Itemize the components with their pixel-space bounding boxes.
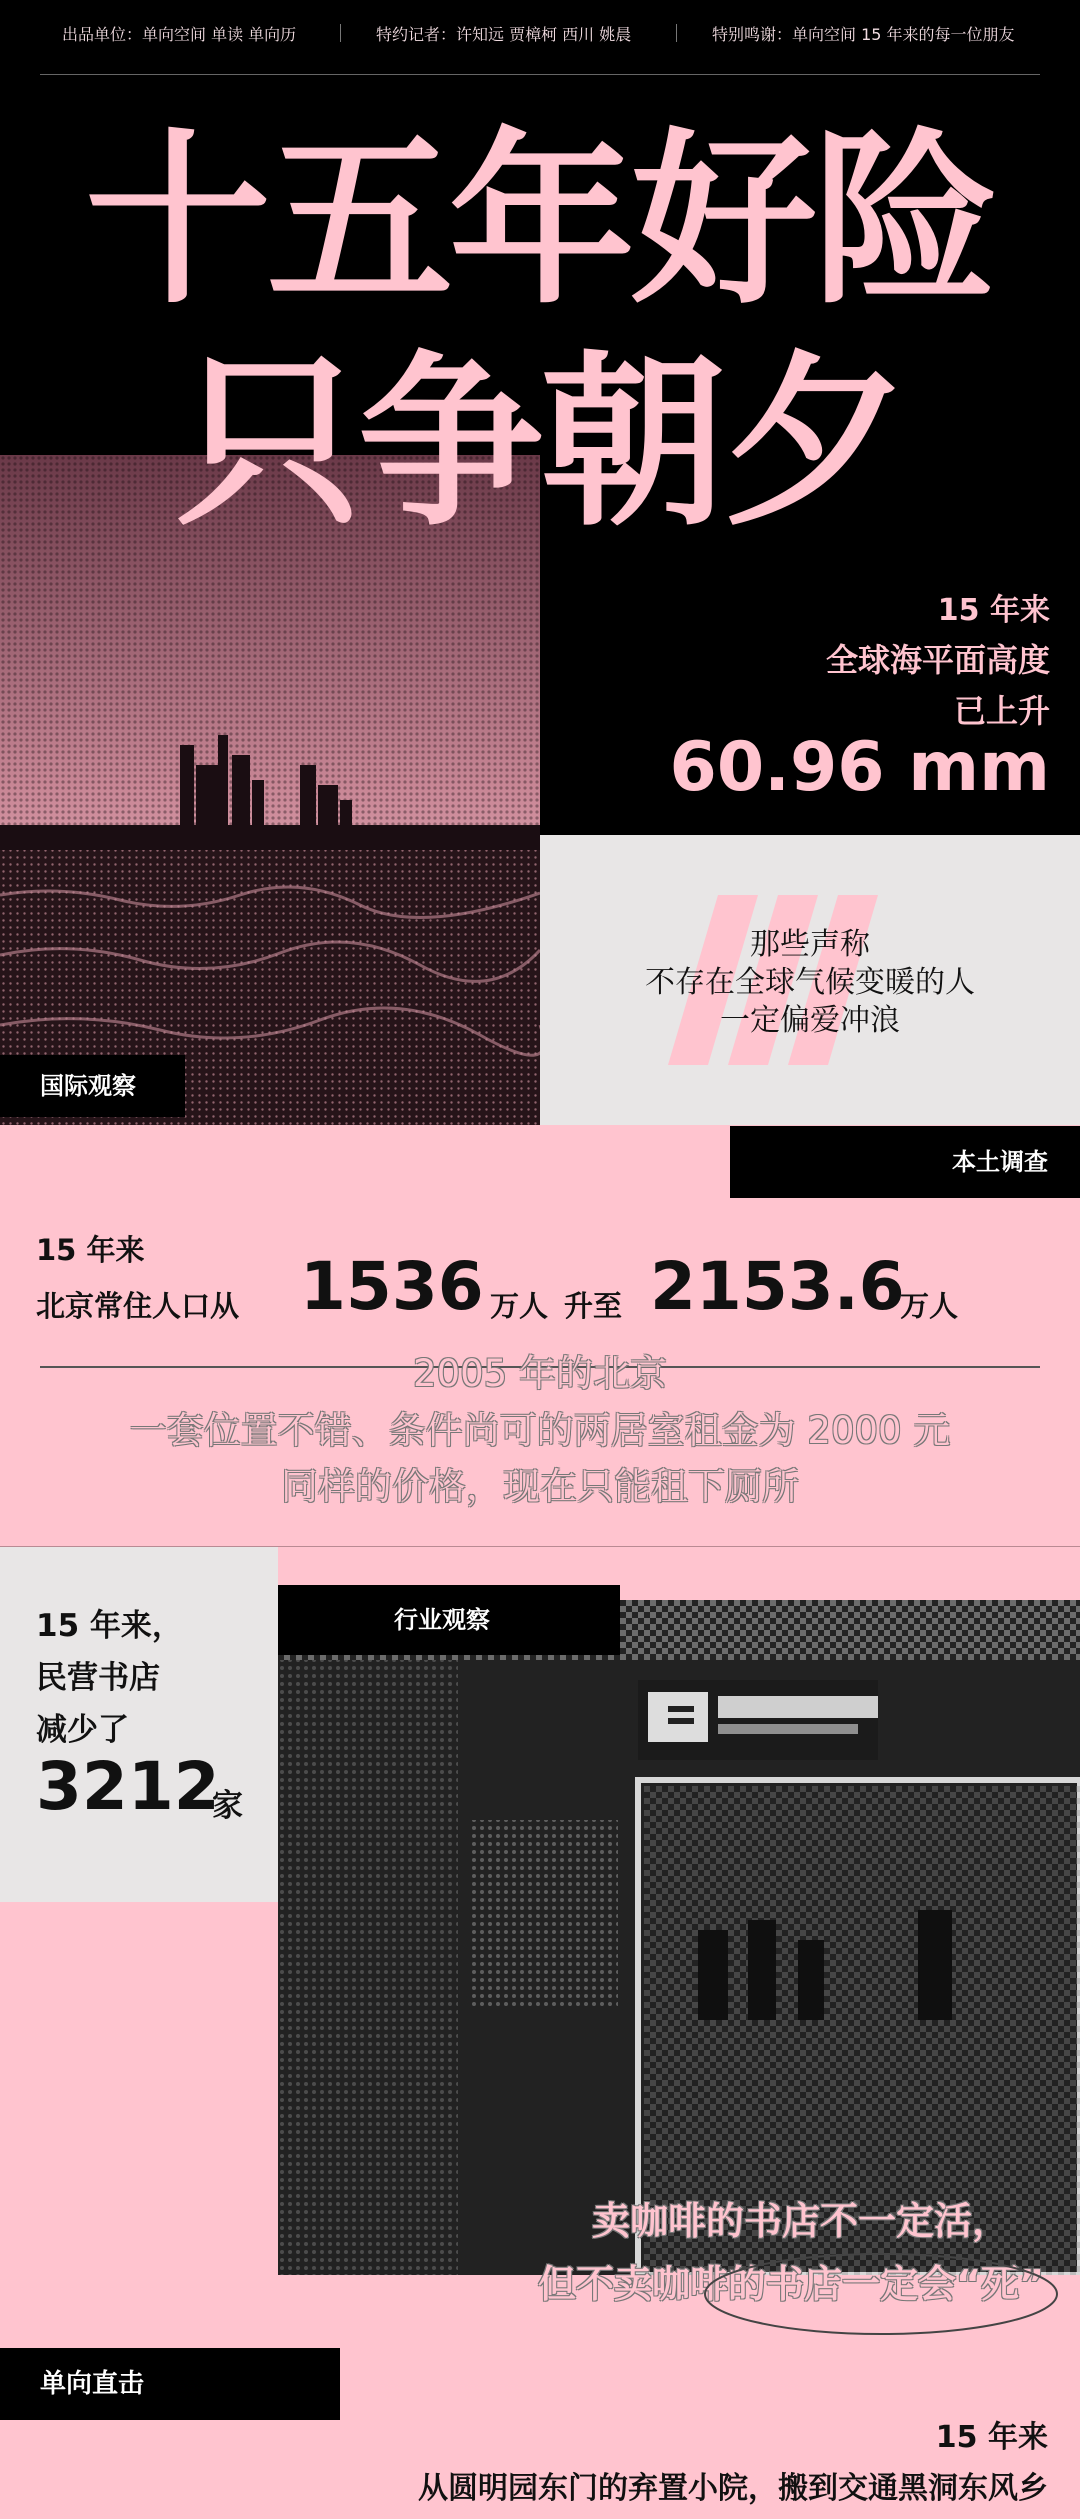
rent-note-line: 一套位置不错、条件尚可的两居室租金为 2000 元 [129,1409,951,1452]
population-from: 1536 [300,1248,484,1325]
direct-tag: 单向直击 [0,2348,340,2420]
sea-stat-value: 60.96 mm [669,728,1050,807]
population-unit: 万人 [490,1289,549,1323]
sea-stat-intro: 15 年来 [937,593,1050,628]
rent-note-title: 2005 年的北京 [413,1352,667,1395]
bookstore-unit: 家 [212,1788,243,1824]
bookstore-photo [278,1600,1080,2275]
quote-line: 一定偏爱冲浪 [720,1003,900,1038]
credit-publisher: 出品单位：单向空间 单读 单向历 [62,25,297,44]
header-rule [40,74,1040,75]
bookstore-stat-intro: 15 年来， [36,1608,183,1644]
credit-divider [340,24,341,42]
bookstore-stat-subject: 民营书店 [36,1660,160,1696]
credit-reporters: 特约记者：许知远 贾樟柯 西川 姚晨 [376,25,632,44]
headline-line1: 十五年好险 [84,112,995,329]
industry-tag: 行业观察 [278,1585,620,1655]
headline-line2: 只争朝夕 [175,334,904,551]
international-tag: 国际观察 [0,1055,185,1117]
rent-note-line: 同样的价格，现在只能租下厕所 [281,1465,799,1508]
credit-thanks: 特别鸣谢：单向空间 15 年来的每一位朋友 [712,25,1015,44]
move-stat-intro: 15 年来 [935,2420,1048,2455]
sea-stat-subject: 全球海平面高度 [825,641,1050,679]
bookstore-stat-verb: 减少了 [36,1712,129,1748]
population-prefix: 北京常住人口从 [36,1289,240,1323]
population-unit: 万人 [900,1289,959,1323]
credit-divider [676,24,677,42]
population-connector: 升至 [564,1289,623,1323]
quote-line: 不存在全球气候变暖的人 [645,965,975,1000]
bookstore-count: 3212 [36,1748,220,1825]
population-intro: 15 年来 [36,1233,145,1267]
climate-quote [540,926,1080,1040]
local-tag: 本土调查 [730,1126,1080,1198]
sea-city-photo [0,455,540,1125]
highlight-ellipse-icon [700,2248,1062,2340]
sea-stat-verb: 已上升 [953,692,1050,730]
population-to: 2153.6 [650,1248,905,1325]
coffee-quote-line: 但不卖咖啡的书店一定会“死” [538,2262,1044,2306]
quote-line: 那些声称 [750,927,870,962]
coffee-quote-line: 卖咖啡的书店不一定活， [591,2199,1010,2243]
move-stat-detail: 从圆明园东门的弃置小院，搬到交通黑洞东风乡 [418,2471,1048,2506]
